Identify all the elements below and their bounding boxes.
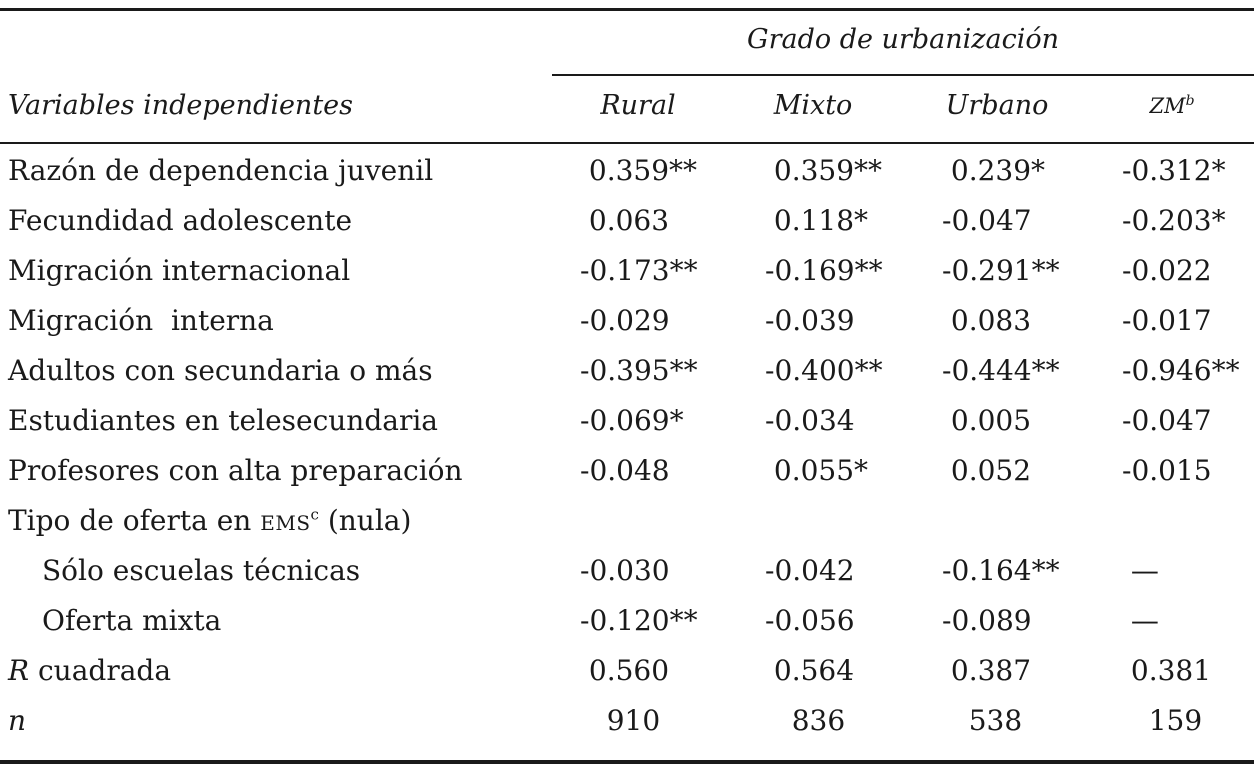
cell-urbano: 538 bbox=[942, 704, 1023, 737]
cell-rural: -0.120** bbox=[580, 604, 698, 637]
cell-rural: -0.048 bbox=[580, 454, 670, 487]
row-label-r: R bbox=[8, 654, 30, 687]
cell-urbano: 0.052 bbox=[942, 454, 1032, 487]
cell-rural: -0.030 bbox=[580, 554, 670, 587]
table-row-group-label bbox=[0, 496, 1254, 546]
row-label-acronym: EMS bbox=[260, 511, 311, 535]
cell-zm: -0.047 bbox=[1122, 404, 1212, 437]
cell-mixto: -0.169** bbox=[765, 254, 883, 287]
cell-urbano: 0.005 bbox=[942, 404, 1032, 437]
column-header-rural: Rural bbox=[600, 90, 676, 121]
cell-mixto: 0.055* bbox=[765, 454, 869, 487]
cell-zm: -0.015 bbox=[1122, 454, 1212, 487]
row-label-suffix: (nula) bbox=[318, 504, 412, 537]
top-rule bbox=[0, 8, 1254, 11]
column-header-zm bbox=[1092, 88, 1252, 124]
cell-zm: -0.022 bbox=[1122, 254, 1212, 287]
row-label: Migración internacional bbox=[8, 254, 351, 287]
cell-mixto: -0.039 bbox=[765, 304, 855, 337]
row-label: Profesores con alta preparación bbox=[8, 454, 463, 487]
row-label: Estudiantes en telesecundaria bbox=[8, 404, 438, 437]
cell-urbano: 0.083 bbox=[942, 304, 1032, 337]
group-header-rule bbox=[552, 74, 1254, 76]
cell-mixto: 0.564 bbox=[765, 654, 855, 687]
table-row bbox=[0, 246, 1254, 296]
table-row bbox=[0, 446, 1254, 496]
table-row bbox=[0, 396, 1254, 446]
cell-zm: -0.203* bbox=[1122, 204, 1226, 237]
column-header-mixto: Mixto bbox=[773, 90, 853, 121]
row-label-prefix: Tipo de oferta en bbox=[8, 504, 261, 537]
cell-mixto: -0.042 bbox=[765, 554, 855, 587]
cell-rural: -0.173** bbox=[580, 254, 698, 287]
row-label bbox=[8, 503, 411, 541]
cell-zm: — bbox=[1122, 604, 1159, 637]
cell-mixto: -0.034 bbox=[765, 404, 855, 437]
cell-rural: 0.560 bbox=[580, 654, 670, 687]
cell-mixto: -0.056 bbox=[765, 604, 855, 637]
cell-zm: -0.946** bbox=[1122, 354, 1240, 387]
table-row bbox=[0, 696, 1254, 746]
cell-rural: 910 bbox=[580, 704, 661, 737]
table-row bbox=[0, 546, 1254, 596]
table-row bbox=[0, 596, 1254, 646]
group-header: Grado de urbanización bbox=[747, 24, 1059, 55]
row-label-footnote: c bbox=[310, 505, 319, 524]
column-header-zm-text: ZM bbox=[1149, 94, 1186, 118]
cell-urbano: -0.164** bbox=[942, 554, 1060, 587]
cell-zm: 159 bbox=[1122, 704, 1203, 737]
cell-rural: 0.063 bbox=[580, 204, 670, 237]
row-label: Razón de dependencia juvenil bbox=[8, 154, 434, 187]
cell-zm: — bbox=[1122, 554, 1159, 587]
row-label: Fecundidad adolescente bbox=[8, 204, 353, 237]
cell-zm: -0.017 bbox=[1122, 304, 1212, 337]
header-rule bbox=[0, 142, 1254, 144]
row-label: Sólo escuelas técnicas bbox=[42, 554, 361, 587]
table-row bbox=[0, 646, 1254, 696]
table-row bbox=[0, 296, 1254, 346]
column-header-zm-footnote: b bbox=[1185, 93, 1195, 109]
cell-urbano: -0.089 bbox=[942, 604, 1032, 637]
table-row bbox=[0, 146, 1254, 196]
row-label-rest: cuadrada bbox=[29, 654, 172, 687]
cell-zm: -0.312* bbox=[1122, 154, 1226, 187]
cell-rural: -0.395** bbox=[580, 354, 698, 387]
cell-urbano: -0.291** bbox=[942, 254, 1060, 287]
cell-rural: -0.029 bbox=[580, 304, 670, 337]
bottom-rule bbox=[0, 760, 1254, 764]
row-label bbox=[8, 653, 171, 689]
cell-urbano: -0.047 bbox=[942, 204, 1032, 237]
cell-rural: -0.069* bbox=[580, 404, 684, 437]
cell-rural: 0.359** bbox=[580, 154, 698, 187]
row-label: Migración interna bbox=[8, 304, 274, 337]
cell-urbano: 0.387 bbox=[942, 654, 1032, 687]
column-header-urbano: Urbano bbox=[945, 90, 1049, 121]
cell-mixto: -0.400** bbox=[765, 354, 883, 387]
variables-header: Variables independientes bbox=[8, 90, 354, 121]
cell-mixto: 0.118* bbox=[765, 204, 869, 237]
cell-mixto: 0.359** bbox=[765, 154, 883, 187]
table-row bbox=[0, 196, 1254, 246]
row-label: Adultos con secundaria o más bbox=[8, 354, 433, 387]
row-label: Oferta mixta bbox=[42, 604, 222, 637]
cell-urbano: 0.239* bbox=[942, 154, 1046, 187]
table-row bbox=[0, 346, 1254, 396]
cell-zm: 0.381 bbox=[1122, 654, 1212, 687]
cell-mixto: 836 bbox=[765, 704, 846, 737]
row-label: n bbox=[8, 704, 27, 737]
cell-urbano: -0.444** bbox=[942, 354, 1060, 387]
